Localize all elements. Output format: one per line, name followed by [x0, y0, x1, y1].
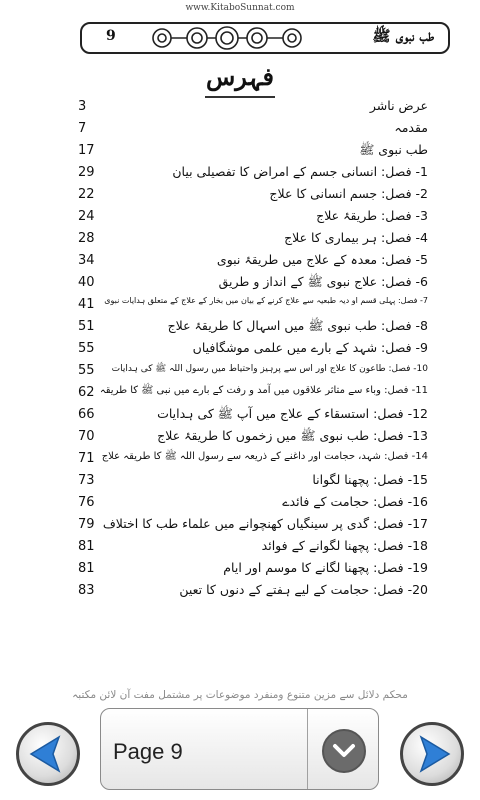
toc-entry-page: 70: [78, 429, 95, 444]
toc-entry: [78, 206, 428, 228]
header-book-title: طب نبوی ﷺ: [372, 27, 434, 45]
table-of-contents: [78, 96, 428, 602]
toc-entry-page: 22: [78, 187, 95, 202]
toc-entry-page: 62: [78, 385, 95, 400]
toc-entry-title: 3- فصل: طریقۂ علاج: [316, 208, 428, 223]
toc-entry: [78, 404, 428, 426]
toc-entry: [78, 140, 428, 162]
toc-entry-page: 29: [78, 165, 95, 180]
toc-entry: [78, 228, 428, 250]
toc-entry-page: 66: [78, 407, 95, 422]
toc-entry: [78, 514, 428, 536]
toc-entry: [78, 580, 428, 602]
toc-entry: [78, 448, 428, 470]
page-label: Page 9: [113, 739, 183, 764]
toc-entry-title: 9- فصل: شہد کے بارے میں علمی موشگافیاں: [192, 340, 428, 355]
toc-entry: [78, 250, 428, 272]
toc-entry-title: مقدمہ: [394, 120, 428, 135]
toc-entry-title: 6- فصل: علاج نبوی ﷺ کے انداز و طریق: [218, 274, 428, 289]
toc-entry-title: 18- فصل: پچھنا لگوانے کے فوائد: [261, 538, 428, 553]
toc-entry: [78, 294, 428, 316]
toc-entry-page: 40: [78, 275, 95, 290]
toc-entry-title: 1- فصل: انسانی جسم کے امراض کا تفصیلی بیان: [172, 164, 428, 179]
footer-note: محکم دلائل سے مزین متنوع ومنفرد موضوعات پر مشتمل مفت آن لائن مکتبہ: [72, 689, 408, 701]
toc-entry-title: 4- فصل: ہر بیماری کا علاج: [284, 230, 428, 245]
toc-entry: [78, 536, 428, 558]
toc-entry-title: 8- فصل: طب نبوی ﷺ میں اسہال کا طریقۂ علاج: [167, 318, 428, 333]
toc-entry-title: 2- فصل: جسم انسانی کا علاج: [269, 186, 428, 201]
toc-entry: [78, 558, 428, 580]
toc-entry-page: 83: [78, 583, 95, 598]
toc-entry-page: 76: [78, 495, 95, 510]
toc-entry-title: 15- فصل: پچھنا لگوانا: [312, 472, 428, 487]
toc-entry: [78, 382, 428, 404]
site-url: www.KitaboSunnat.com: [185, 3, 295, 13]
toc-entry-title: طب نبوی ﷺ: [359, 142, 428, 157]
toc-entry-page: 79: [78, 517, 95, 532]
page-selector[interactable]: [100, 708, 379, 790]
toc-entry-title: 19- فصل: پچھنا لگانے کا موسم اور ایام: [223, 560, 428, 575]
toc-entry-page: 7: [78, 121, 87, 136]
toc-entry-page: 3: [78, 99, 87, 114]
selector-divider: [307, 709, 308, 789]
toc-entry-title: 5- فصل: معدہ کے علاج میں طریقۂ نبوی: [216, 252, 428, 267]
toc-entry-title: 16- فصل: حجامت کے فائدے: [282, 494, 428, 509]
toc-entry-page: 41: [78, 297, 95, 312]
toc-entry-page: 51: [78, 319, 95, 334]
toc-entry-title: عرض ناشر: [369, 98, 428, 113]
header-page-number: 9: [106, 28, 116, 44]
toc-entry-title: 12- فصل: استسقاء کے علاج میں آپ ﷺ کی ہدایات: [157, 406, 428, 421]
toc-entry-page: 28: [78, 231, 95, 246]
toc-entry-page: 81: [78, 539, 95, 554]
right-arrow-icon: [403, 725, 461, 783]
header-ornament-icon: [142, 24, 312, 52]
toc-heading: فہرس: [205, 62, 275, 91]
toc-entry: [78, 492, 428, 514]
toc-entry-page: 55: [78, 363, 95, 378]
toc-entry-title: 11- فصل: وباء سے متاثر علاقوں میں آمد و رفت کے بارے میں نبی ﷺ کا طریقہ: [99, 385, 428, 396]
toc-entry: [78, 162, 428, 184]
toc-entry: [78, 184, 428, 206]
toc-entry: [78, 470, 428, 492]
toc-entry: [78, 272, 428, 294]
toc-entry-title: 10- فصل: طاعون کا علاج اور اس سے پرہیز واحتیاط میں رسول اللہ ﷺ کی ہدایات: [111, 364, 428, 374]
toc-entry: [78, 96, 428, 118]
next-page-button[interactable]: [400, 722, 464, 786]
toc-entry-page: 55: [78, 341, 95, 356]
toc-entry: [78, 360, 428, 382]
toc-entry: [78, 426, 428, 448]
toc-entry: [78, 338, 428, 360]
toc-entry-page: 81: [78, 561, 95, 576]
toc-entry: [78, 316, 428, 338]
toc-entry-page: 17: [78, 143, 95, 158]
page-dropdown-button[interactable]: [322, 729, 366, 773]
toc-entry-page: 71: [78, 451, 95, 466]
toc-entry-title: 13- فصل: طب نبوی ﷺ میں زخموں کا طریقۂ علاج: [157, 428, 428, 443]
chevron-down-icon: [332, 741, 356, 761]
toc-entry-page: 34: [78, 253, 95, 268]
toc-entry-page: 73: [78, 473, 95, 488]
toc-entry-title: 20- فصل: حجامت کے لیے ہفتے کے دنوں کا تعین: [179, 582, 428, 597]
toc-entry-title: 17- فصل: گدی پر سینگیاں کھنچوانے میں علماء طب کا اختلاف: [102, 516, 428, 531]
toc-entry-title: 14- فصل: شہد، حجامت اور داغنے کے ذریعہ سے رسول اللہ ﷺ کا طریقہ علاج: [101, 451, 428, 462]
page-header: [80, 22, 450, 54]
toc-entry-title: 7- فصل: پہلی قسم او دیہ طبعیہ سے علاج کرنے کے بیان میں بخار کے علاج کے متعلق ہدایات نبوی: [104, 296, 428, 305]
toc-entry-page: 24: [78, 209, 95, 224]
toc-entry: [78, 118, 428, 140]
left-arrow-icon: [19, 725, 77, 783]
previous-page-button[interactable]: [16, 722, 80, 786]
